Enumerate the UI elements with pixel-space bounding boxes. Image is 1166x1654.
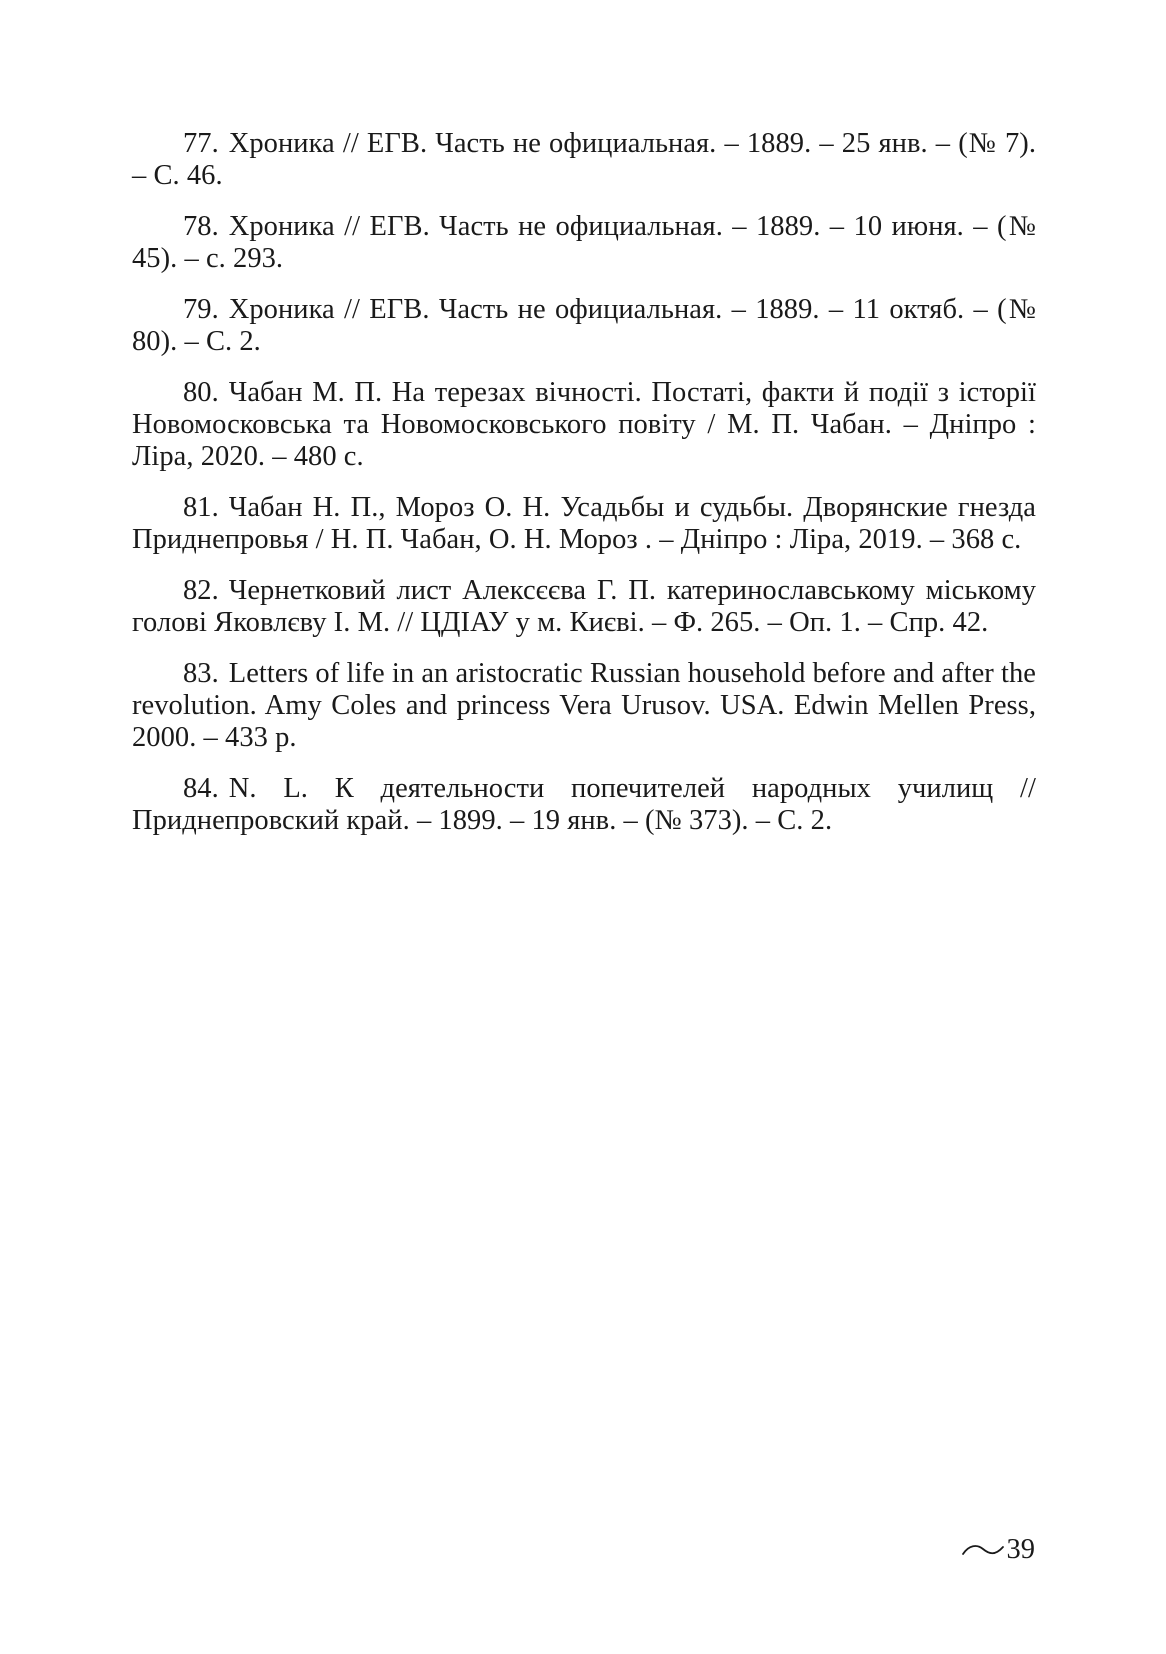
reference-number: 78. bbox=[183, 211, 219, 242]
reference-number: 77. bbox=[183, 128, 219, 159]
reference-number: 81. bbox=[183, 492, 219, 523]
reference-text: Хроника // ЕГВ. Часть не официальная. – 1889. – 10 июня. – (№ 45). – с. 293. bbox=[132, 211, 1036, 274]
reference-number: 82. bbox=[183, 575, 219, 606]
reference-item bbox=[132, 492, 1036, 556]
reference-text: N. L. К деятельности попечителей народных училищ // Приднепровский край. – 1899. – 19 янв. – (№ 373). – С. 2. bbox=[132, 773, 1036, 836]
reference-number: 83. bbox=[183, 658, 219, 689]
reference-item bbox=[132, 294, 1036, 358]
reference-number: 80. bbox=[183, 377, 219, 408]
reference-number: 84. bbox=[183, 773, 219, 804]
page-footer bbox=[961, 1530, 1036, 1570]
tilde-swash-icon bbox=[961, 1541, 1007, 1559]
page-number: 39 bbox=[1006, 1534, 1035, 1565]
reference-text: Чернетковий лист Алексєєва Г. П. катеринославському міському голові Яковлєву І. М. // ЦДІАУ у м. Києві. – Ф. 265. – Оп. 1. – Спр. 42. bbox=[132, 575, 1036, 638]
reference-list bbox=[132, 128, 1036, 856]
reference-text: Хроника // ЕГВ. Часть не официальная. – 1889. – 25 янв. – (№ 7). – С. 46. bbox=[132, 128, 1036, 191]
reference-item bbox=[132, 128, 1036, 192]
reference-item bbox=[132, 658, 1036, 754]
reference-item bbox=[132, 211, 1036, 275]
reference-item bbox=[132, 773, 1036, 837]
reference-text: Letters of life in an aristocratic Russian household before and after the revolution. Amy Coles and princess Vera Urusov. USA. Edwin Mellen Press, 2000. – 433 p. bbox=[132, 658, 1036, 753]
reference-item bbox=[132, 575, 1036, 639]
reference-item bbox=[132, 377, 1036, 473]
reference-text: Хроника // ЕГВ. Часть не официальная. – 1889. – 11 октяб. – (№ 80). – С. 2. bbox=[132, 294, 1036, 357]
reference-text: Чабан Н. П., Мороз О. Н. Усадьбы и судьбы. Дворянские гнезда Приднепровья / Н. П. Чабан, О. Н. Мороз . – Дніпро : Ліра, 2019. – 368 с. bbox=[132, 492, 1036, 555]
reference-number: 79. bbox=[183, 294, 219, 325]
reference-text: Чабан М. П. На терезах вічності. Постаті, факти й події з історії Новомосковська та Новомосковського повіту / М. П. Чабан. – Дніпро : Ліра, 2020. – 480 с. bbox=[132, 377, 1036, 472]
